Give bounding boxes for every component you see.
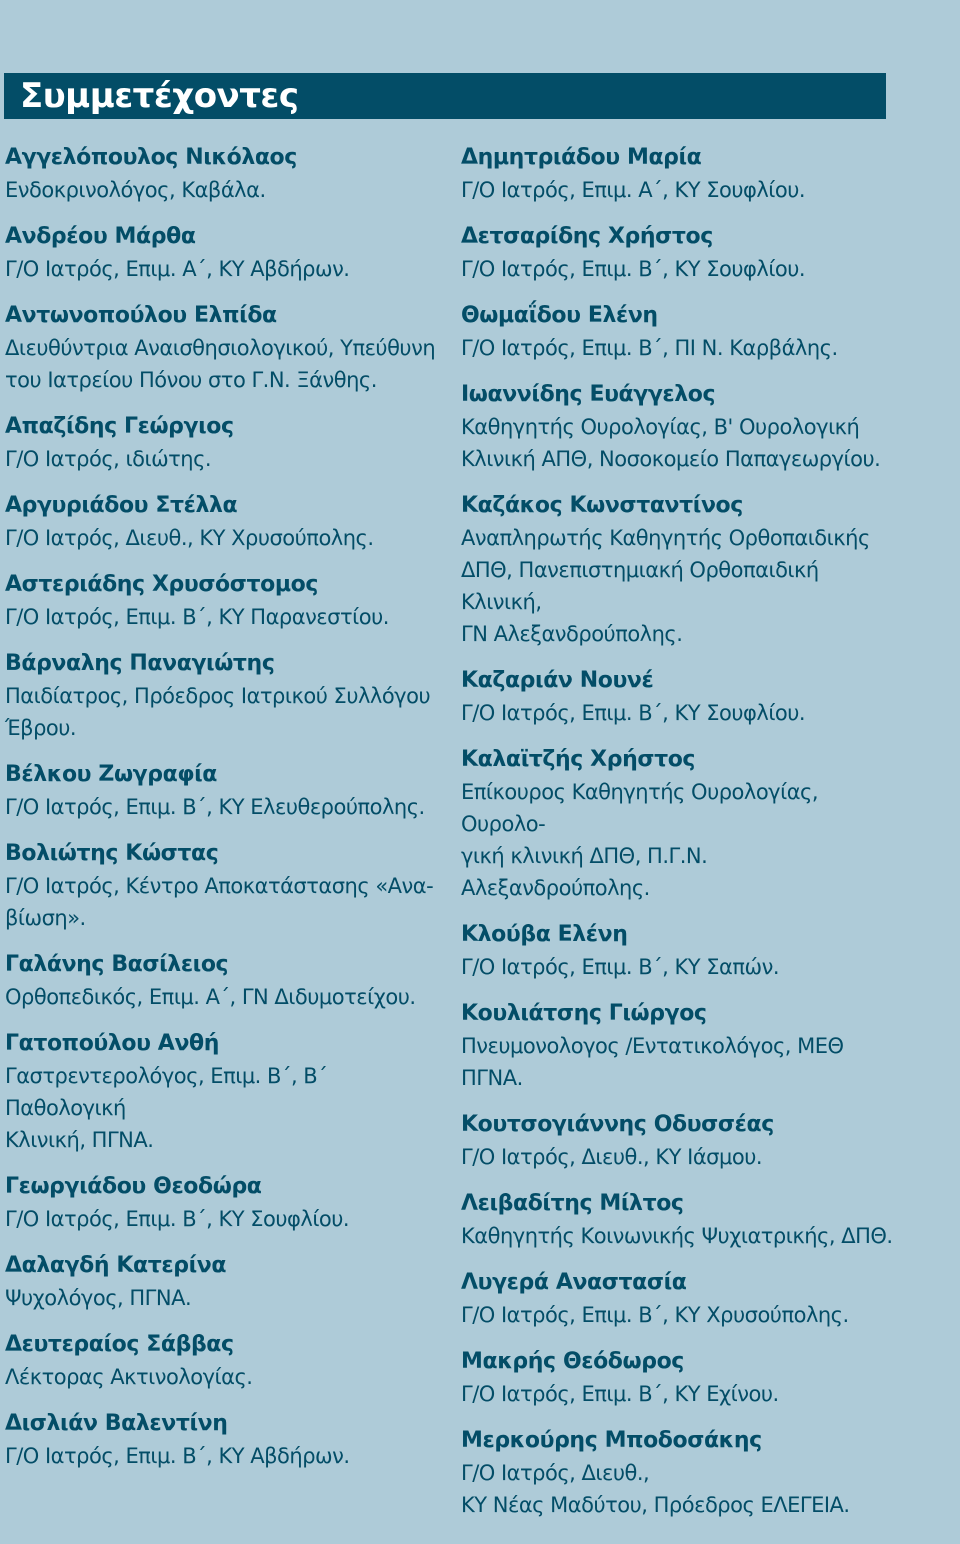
participant-entry — [461, 221, 901, 285]
participant-description: Γ/Ο Ιατρός, Επιμ. Β΄, ΚΥ Εχίνου. — [461, 1382, 779, 1406]
participant-name: Δαλαγδή Κατερίνα — [5, 1253, 227, 1278]
participant-description: Λέκτορας Ακτινολογίας. — [5, 1365, 253, 1389]
participant-description: Γαστρεντερολόγος, Επιμ. Β΄, Β΄ Παθολογική Κλινική, ΠΓΝΑ. — [5, 1064, 328, 1152]
participant-name: Μακρής Θεόδωρος — [461, 1349, 684, 1374]
participant-description: Γ/Ο Ιατρός, Επιμ. Β΄, ΚΥ Σουφλίου. — [461, 701, 806, 725]
participant-name: Δετσαρίδης Χρήστος — [461, 224, 713, 249]
participant-name: Γαλάνης Βασίλειος — [5, 952, 229, 977]
participant-entry — [461, 1188, 901, 1252]
participants-column-left — [5, 142, 445, 1487]
participant-name: Ανδρέου Μάρθα — [5, 224, 196, 249]
participant-entry — [461, 1346, 901, 1410]
participant-entry — [5, 648, 445, 744]
participant-name: Αστεριάδης Χρυσόστομος — [5, 572, 319, 597]
participant-name: Αντωνοπούλου Ελπίδα — [5, 303, 277, 328]
participant-description: Γ/Ο Ιατρός, Επιμ. Β΄, ΚΥ Σουφλίου. — [5, 1207, 350, 1231]
participant-name: Λειβαδίτης Μίλτος — [461, 1191, 684, 1216]
participant-name: Καζαριάν Νουνέ — [461, 668, 654, 693]
participant-description: Πνευμονολογος /Εντατικολόγος, ΜΕΘ ΠΓΝΑ. — [461, 1034, 844, 1090]
participant-entry — [5, 569, 445, 633]
header-bar — [4, 73, 886, 119]
participant-entry — [5, 1028, 445, 1156]
participant-entry — [5, 838, 445, 934]
participant-name: Καλαϊτζής Χρήστος — [461, 747, 696, 772]
participant-name: Γεωργιάδου Θεοδώρα — [5, 1174, 262, 1199]
participant-entry — [461, 998, 901, 1094]
participant-description: Γ/Ο Ιατρός, Διευθ., ΚΥ Νέας Μαδύτου, Πρόεδρος ΕΛΕΓΕΙΑ. — [461, 1461, 850, 1517]
participant-description: Γ/Ο Ιατρός, Διευθ., ΚΥ Χρυσούπολης. — [5, 526, 374, 550]
participant-description: Αναπληρωτής Καθηγητής Ορθοπαιδικής ΔΠΘ, Πανεπιστημιακή Ορθοπαιδική Κλινική, ΓΝ Αλεξανδρούπολης. — [461, 526, 870, 646]
participant-name: Απαζίδης Γεώργιος — [5, 414, 234, 439]
page-title: Συμμετέχοντες — [20, 76, 299, 116]
participant-entry — [5, 490, 445, 554]
participant-entry — [5, 1171, 445, 1235]
participant-description: Καθηγητής Κοινωνικής Ψυχιατρικής, ΔΠΘ. — [461, 1224, 893, 1248]
participant-entry — [5, 1329, 445, 1393]
participant-description: Γ/Ο Ιατρός, Επιμ. Β΄, ΚΥ Ελευθερούπολης. — [5, 795, 425, 819]
participant-name: Βάρναλης Παναγιώτης — [5, 651, 275, 676]
participant-entry — [5, 949, 445, 1013]
participant-name: Βολιώτης Κώστας — [5, 841, 219, 866]
participant-description: Γ/Ο Ιατρός, Επιμ. Β΄, ΚΥ Σουφλίου. — [461, 257, 806, 281]
participant-entry — [461, 1267, 901, 1331]
participant-description: Καθηγητής Ουρολογίας, Β' Ουρολογική Κλινική ΑΠΘ, Νοσοκομείο Παπαγεωργίου. — [461, 415, 881, 471]
participant-entry — [5, 142, 445, 206]
participant-description: Παιδίατρος, Πρόεδρος Ιατρικού Συλλόγου Έβρου. — [5, 684, 431, 740]
participant-entry — [5, 411, 445, 475]
participant-entry — [461, 1425, 901, 1521]
participant-description: Επίκουρος Καθηγητής Ουρολογίας, Ουρολο- γική κλινική ΔΠΘ, Π.Γ.Ν. Αλεξανδρούπολης. — [461, 780, 819, 900]
participant-name: Δευτεραίος Σάββας — [5, 1332, 234, 1357]
participant-name: Καζάκος Κωνσταντίνος — [461, 493, 743, 518]
participant-description: Γ/Ο Ιατρός, Κέντρο Αποκατάστασης «Ανα- βίωση». — [5, 874, 434, 930]
participant-description: Γ/Ο Ιατρός, Επιμ. Β΄, ΚΥ Παρανεστίου. — [5, 605, 389, 629]
participant-entry — [5, 1250, 445, 1314]
participant-entry — [461, 490, 901, 650]
participant-name: Κλούβα Ελένη — [461, 922, 628, 947]
participant-entry — [461, 379, 901, 475]
participant-name: Βέλκου Ζωγραφία — [5, 762, 218, 787]
participant-description: Γ/Ο Ιατρός, Επιμ. Α΄, ΚΥ Αβδήρων. — [5, 257, 350, 281]
participant-name: Κουτσογιάννης Οδυσσέας — [461, 1112, 774, 1137]
participant-description: Ενδοκρινολόγος, Καβάλα. — [5, 178, 266, 202]
participant-description: Γ/Ο Ιατρός, Επιμ. Α΄, ΚΥ Σουφλίου. — [461, 178, 806, 202]
participant-entry — [461, 744, 901, 904]
participant-description: Διευθύντρια Αναισθησιολογικού, Υπεύθυνη του Ιατρείου Πόνου στο Γ.Ν. Ξάνθης. — [5, 336, 436, 392]
participant-description: Γ/Ο Ιατρός, Επιμ. Β΄, ΠΙ Ν. Καρβάλης. — [461, 336, 838, 360]
participant-name: Μερκούρης Μποδοσάκης — [461, 1428, 762, 1453]
participant-entry — [5, 759, 445, 823]
participants-column-right — [461, 142, 901, 1536]
participant-description: Γ/Ο Ιατρός, Επιμ. Β΄, ΚΥ Αβδήρων. — [5, 1444, 350, 1468]
participant-entry — [461, 142, 901, 206]
participant-name: Δημητριάδου Μαρία — [461, 145, 702, 170]
participant-description: Ψυχολόγος, ΠΓΝΑ. — [5, 1286, 192, 1310]
participant-entry — [461, 665, 901, 729]
participant-name: Ιωαννίδης Ευάγγελος — [461, 382, 716, 407]
participant-description: Γ/Ο Ιατρός, Επιμ. Β΄, ΚΥ Σαπών. — [461, 955, 780, 979]
participant-name: Αγγελόπουλος Νικόλαος — [5, 145, 297, 170]
participant-name: Λυγερά Αναστασία — [461, 1270, 687, 1295]
participant-description: Γ/Ο Ιατρός, ιδιώτης. — [5, 447, 212, 471]
participant-name: Γατοπούλου Ανθή — [5, 1031, 220, 1056]
participant-entry — [5, 221, 445, 285]
participant-name: Δισλιάν Βαλεντίνη — [5, 1411, 228, 1436]
participant-name: Κουλιάτσης Γιώργος — [461, 1001, 707, 1026]
participant-entry — [5, 300, 445, 396]
participant-description: Ορθοπεδικός, Επιμ. Α΄, ΓΝ Διδυμοτείχου. — [5, 985, 416, 1009]
participant-description: Γ/Ο Ιατρός, Διευθ., ΚΥ Ιάσμου. — [461, 1145, 763, 1169]
participant-description: Γ/Ο Ιατρός, Επιμ. Β΄, ΚΥ Χρυσούπολης. — [461, 1303, 849, 1327]
participant-entry — [461, 1109, 901, 1173]
participant-entry — [461, 300, 901, 364]
participant-name: Θωμαΐδου Ελένη — [461, 303, 658, 328]
participant-entry — [461, 919, 901, 983]
participant-name: Αργυριάδου Στέλλα — [5, 493, 238, 518]
participant-entry — [5, 1408, 445, 1472]
